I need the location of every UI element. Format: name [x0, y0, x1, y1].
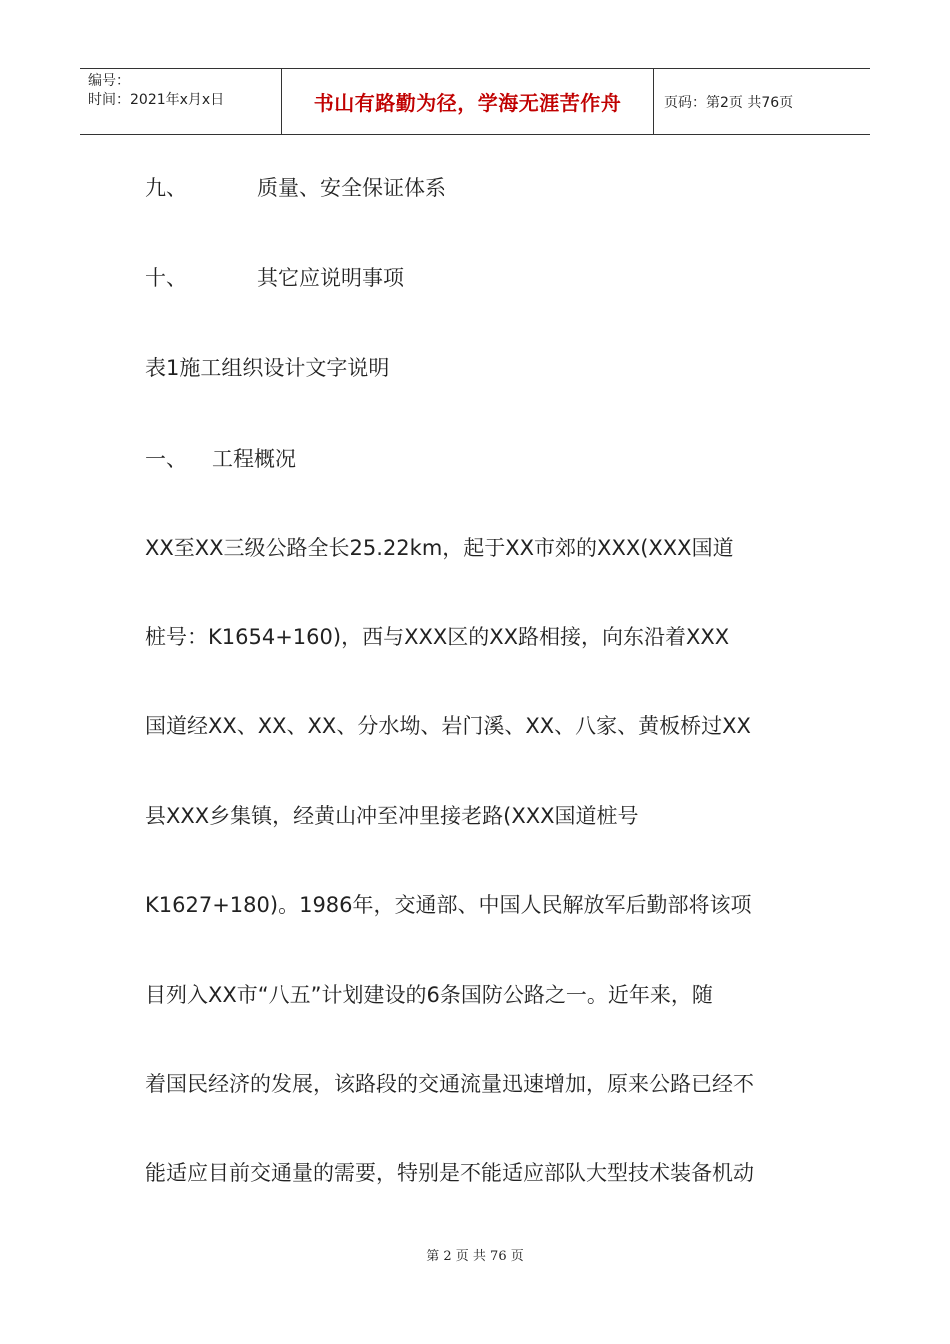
item-text: 其它应说明事项	[257, 266, 404, 290]
page-footer: 第 2 页 共 76 页	[426, 1249, 524, 1264]
body-line: K1627+180)。1986年，交通部、中国人民解放军后勤部将该项	[145, 893, 752, 917]
item-number: 九、	[145, 176, 187, 200]
item-text: 质量、安全保证体系	[257, 176, 446, 200]
body-line: 县XXX乡集镇，经黄山冲至冲里接老路(XXX国道桩号	[145, 804, 639, 828]
table-title: 表1施工组织设计文字说明	[145, 356, 390, 380]
page-label: 页码：第2页 共76页	[664, 94, 794, 111]
body-line: 能适应目前交通量的需要，特别是不能适应部队大型技术装备机动	[145, 1161, 754, 1185]
body-line: XX至XX三级公路全长25.22km，起于XX市郊的XXX(XXX国道	[145, 536, 734, 560]
outline-item-9	[145, 172, 446, 202]
number-label: 编号：	[88, 73, 130, 89]
section-heading	[145, 443, 296, 473]
body-line: 桩号：K1654+160)，西与XXX区的XX路相接，向东沿着XXX	[145, 625, 730, 649]
section-title: 工程概况	[212, 447, 296, 471]
body-line: 着国民经济的发展，该路段的交通流量迅速增加，原来公路已经不	[145, 1072, 754, 1096]
outline-item-10	[145, 262, 404, 292]
motto: 书山有路勤为径，学海无涯苦作舟	[313, 91, 622, 115]
body-line: 国道经XX、XX、XX、分水坳、岩门溪、XX、八家、黄板桥过XX	[145, 714, 751, 738]
header-meta	[80, 69, 282, 134]
header-page-cell	[654, 69, 870, 134]
section-number: 一、	[145, 447, 187, 471]
item-number: 十、	[145, 266, 187, 290]
body-line: 目列入XX市“八五”计划建设的6条国防公路之一。近年来，随	[145, 983, 713, 1007]
time-label: 时间：2021年x月x日	[88, 92, 225, 108]
header-motto-cell	[282, 69, 654, 134]
page-header	[80, 68, 870, 135]
